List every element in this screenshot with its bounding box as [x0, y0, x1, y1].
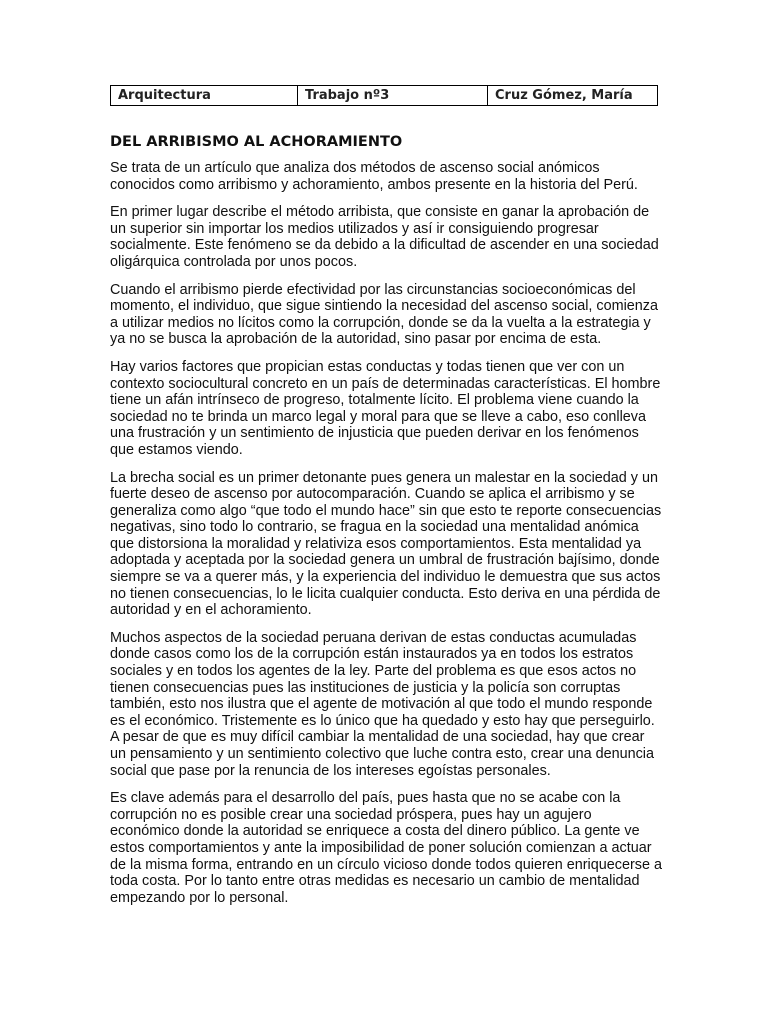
document-title: DEL ARRIBISMO AL ACHORAMIENTO: [110, 134, 403, 150]
paragraph: Es clave además para el desarrollo del país, pues hasta que no se acabe con la corrupción no es posible crear una sociedad próspera, pues hay un agujero económico donde la autoridad se enriquece a costa del dinero público. La gente ve estos comportamientos y ante la imposibilidad de poner solución comienzan a actuar de la misma forma, entrando en un círculo vicioso donde todos quieren enriquecerse a toda costa. Por lo tanto entre otras medidas es necesario un cambio de mentalidad empezando por lo personal.: [110, 790, 662, 906]
document-body: [110, 160, 662, 906]
paragraph: Muchos aspectos de la sociedad peruana derivan de estas conductas acumuladas donde casos como los de la corrupción están instaurados ya en todos los estratos sociales y en todos los agentes de la ley. Parte del problema es que esos actos no tienen consecuencias pues las instituciones de justicia y la policía son corruptas también, esto nos ilustra que el agente de motivación al que todo el mundo responde es el económico. Tristemente es lo único que ha quedado y esto hay que perseguirlo. A pesar de que es muy difícil cambiar la mentalidad de una sociedad, hay que crear un pensamiento y un sentimiento colectivo que luche contra esto, crear una denuncia social que pase por la renuncia de los intereses egoístas personales.: [110, 629, 655, 779]
paragraph: Hay varios factores que propician estas conductas y todas tienen que ver con un contexto sociocultural concreto en un país de determinadas características. El hombre tiene un afán intrínseco de progreso, totalmente lícito. El problema viene cuando la sociedad no te brinda un marco legal y moral para que se lleve a cabo, eso conlleva una frustración y un sentimiento de injusticia que pueden derivar en los fenómenos que estamos viendo.: [110, 358, 661, 458]
header-row: [111, 86, 658, 106]
header-cell-author: Cruz Gómez, María: [488, 86, 658, 106]
header-cell-assignment: Trabajo nº3: [298, 86, 488, 106]
paragraph: La brecha social es un primer detonante pues genera un malestar en la sociedad y un fuerte deseo de ascenso por autocomparación. Cuando se aplica el arribismo y se generaliza como algo “que todo el mundo hace” sin que esto te reporte consecuencias negativas, sino todo lo contrario, se fragua en la sociedad una mentalidad anómica que distorsiona la moralidad y relativiza esos comportamientos. Esta mentalidad ya adoptada y aceptada por la sociedad genera un umbral de frustración bajísimo, donde siempre se va a querer más, y la experiencia del individuo le demuestra que sus actos no tienen consecuencias, lo le licita cualquier conducta. Esto deriva en una pérdida de autoridad y en el achoramiento.: [110, 469, 662, 619]
paragraph: Se trata de un artículo que analiza dos métodos de ascenso social anómicos conocidos como arribismo y achoramiento, ambos presente en la historia del Perú.: [110, 160, 638, 193]
header-table: [110, 85, 658, 106]
paragraph: En primer lugar describe el método arribista, que consiste en ganar la aprobación de un superior sin importar los medios utilizados y así ir consiguiendo progresar socialmente. Este fenómeno se da debido a la dificultad de ascender en una sociedad oligárquica controlada por unos pocos.: [110, 204, 659, 270]
header-cell-subject: Arquitectura: [111, 86, 298, 106]
paragraph: Cuando el arribismo pierde efectividad por las circunstancias socioeconómicas del momento, el individuo, que sigue sintiendo la necesidad del ascenso social, comienza a utilizar medios no lícitos como la corrupción, donde se da la vuelta a la estrategia y ya no se busca la aprobación de la autoridad, sino pasar por encima de esta.: [110, 281, 658, 348]
